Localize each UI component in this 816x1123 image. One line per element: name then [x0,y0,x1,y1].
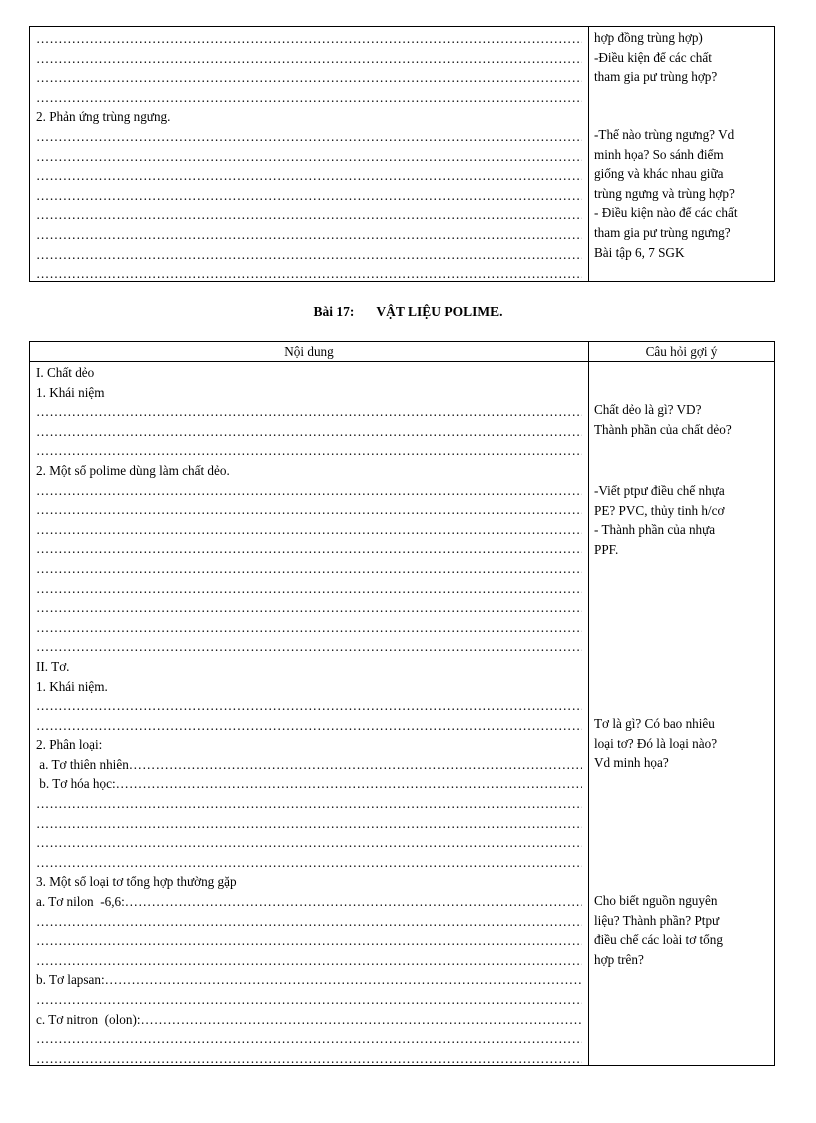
lesson-number: Bài 17: [313,304,355,319]
column-divider [588,342,589,1065]
dotted-line [36,579,582,599]
dotted-line [36,441,582,461]
dotted-line [36,49,582,69]
dotted-line [36,88,582,108]
fill-label: a. Tơ thiên nhiên [36,756,129,772]
question-line: - Điều kiện nào để các chất [594,205,738,221]
lesson-title [0,304,816,320]
dotted-line [36,794,582,814]
dotted-line [36,245,582,265]
question-line: PPF. [594,541,619,557]
dotted-line [36,1029,582,1049]
dotted-line [36,29,582,49]
fill-label: b. Tơ lapsan: [36,972,105,988]
dotted-line [36,1049,582,1069]
dotted-line [36,402,582,422]
question-line: tham gia pư trùng ngưng? [594,224,731,240]
question-line: giống và khác nhau giữa [594,166,724,182]
dotted-line [36,618,582,638]
question-block-3 [594,714,774,773]
dotted-line [36,186,582,206]
content-column [36,29,582,284]
dotted-line [36,853,582,873]
fill-line [36,970,582,990]
dotted-line [36,500,582,520]
dotted-line [36,990,582,1010]
question-line: Vd minh họa? [594,755,669,771]
dotted-line [36,931,582,951]
question-line: Chất dẻo là gì? VD? [594,402,702,417]
question-line: Thành phần của chất dẻo? [594,421,732,437]
header-content: Nội dung [30,342,588,362]
dotted-line [36,833,582,853]
question-line: tham gia pư trùng hợp? [594,69,718,85]
dotted-line [36,559,582,579]
dotted-line [36,912,582,932]
dotted-line [36,422,582,442]
dotted-line [36,264,582,284]
dotted-line [36,127,582,147]
dotted-line [36,814,582,834]
question-line: hợp trên? [594,951,644,967]
fill-line [36,1010,582,1030]
dotted-line [36,520,582,540]
question-block-4 [594,891,774,969]
subsection-heading: 1. Khái niệm [36,384,105,400]
dotted-fill [116,776,582,791]
column-divider [588,27,589,281]
fill-line [36,774,582,794]
fill-label: c. Tơ nitron (olon): [36,1011,141,1027]
question-line: PE? PVC, thủy tinh h/cơ [594,502,725,518]
question-line: - Thành phần của nhựa [594,522,716,538]
question-line: điều chế các loài tơ tổng [594,932,723,948]
dotted-line [36,68,582,88]
question-line: Cho biết nguồn nguyên [594,893,718,908]
dotted-line [36,951,582,971]
question-line: -Viết ptpư điều chế nhựa [594,483,725,498]
question-line: trùng ngưng và trùng hợp? [594,185,735,201]
section-heading: II. Tơ. [36,658,70,674]
question-line: liệu? Thành phần? Ptpư [594,912,720,928]
question-column-b [594,125,774,262]
fill-line [36,755,582,775]
dotted-line [36,696,582,716]
header-questions: Câu hỏi gợi ý [588,342,775,362]
fill-line [36,892,582,912]
subsection-heading: 2. Phân loại: [36,737,103,753]
question-line: Bài tập 6, 7 SGK [594,244,685,260]
question-line: -Thế nào trùng ngưng? Vd [594,127,735,142]
fill-label: b. Tơ hóa học: [36,776,116,792]
dotted-line [36,637,582,657]
subsection-heading: 2. Một số polime dùng làm chất dẻo. [36,462,230,478]
dotted-line [36,598,582,618]
table-continued [29,26,775,282]
question-line: Tơ là gì? Có bao nhiêu [594,716,715,731]
fill-label: a. Tơ nilon -6,6: [36,894,125,910]
dotted-line [36,481,582,501]
question-block-1 [594,400,774,439]
question-block-2 [594,481,774,559]
dotted-fill [105,972,582,987]
content-column [36,363,582,1068]
dotted-fill [141,1012,582,1027]
subsection-heading: 3. Một số loại tơ tổng hợp thường gặp [36,874,237,890]
section-heading: I. Chất dẻo [36,365,95,380]
question-line: loại tơ? Đó là loại nào? [594,735,718,751]
lesson-name: VẬT LIỆU POLIME. [376,304,503,319]
dotted-line [36,147,582,167]
dotted-line [36,225,582,245]
dotted-fill [129,757,582,772]
dotted-line [36,716,582,736]
dotted-line [36,539,582,559]
question-line: -Điều kiện để các chất [594,49,712,65]
dotted-fill [125,894,582,909]
subsection-heading: 1. Khái niệm. [36,678,108,694]
dotted-line [36,205,582,225]
question-line: minh họa? So sánh điểm [594,146,724,162]
dotted-line [36,166,582,186]
section-heading: 2. Phản ứng trùng ngưng. [36,109,171,125]
question-column [594,28,774,87]
question-line: hợp đồng trùng hợp) [594,30,703,45]
lesson-table [29,341,775,1066]
